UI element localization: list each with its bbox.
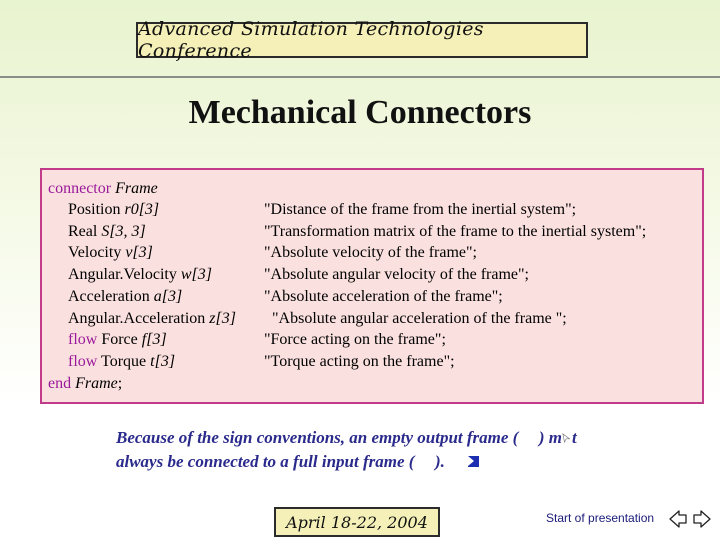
note-text: Because of the sign conventions, an empty output frame ( <box>116 428 519 447</box>
code-keyword: end <box>48 375 72 392</box>
code-terminator: ; <box>117 375 123 392</box>
code-var: v[3] <box>125 244 153 261</box>
code-line <box>68 330 167 351</box>
code-comment: "Transformation matrix of the frame to the inertial system"; <box>264 223 647 240</box>
code-type: Angular.Velocity <box>68 266 177 283</box>
code-type: Angular.Acceleration <box>68 310 206 327</box>
code-var: z[3] <box>209 310 236 327</box>
code-line <box>68 309 236 330</box>
code-comment: "Absolute angular acceleration of the frame "; <box>272 310 567 327</box>
note-text: ) m <box>538 428 562 447</box>
cursor-arrow-icon <box>562 432 572 444</box>
date-banner <box>274 507 440 537</box>
right-arrow-icon[interactable] <box>692 508 712 530</box>
code-comment: "Absolute acceleration of the frame"; <box>264 288 503 305</box>
header-divider <box>0 76 720 78</box>
blue-marker-icon <box>467 454 481 468</box>
code-keyword: connector <box>48 180 112 197</box>
code-type: Velocity <box>68 244 122 261</box>
note-text: ). <box>434 452 445 471</box>
code-var: r0[3] <box>124 201 160 218</box>
code-var: f[3] <box>141 331 167 348</box>
code-type: Real <box>68 223 98 240</box>
code-line <box>68 200 159 221</box>
code-type: Acceleration <box>68 288 150 305</box>
note-line-2 <box>116 450 676 474</box>
slide-title: Mechanical Connectors <box>188 94 532 131</box>
code-var: t[3] <box>150 353 176 370</box>
code-flow-keyword: flow <box>68 331 98 348</box>
code-type: Force <box>101 331 138 348</box>
code-line <box>68 265 212 286</box>
note-text: t <box>571 428 577 447</box>
code-comment: "Absolute velocity of the frame"; <box>264 244 477 261</box>
code-name: Frame <box>75 375 118 392</box>
code-comment: "Absolute angular velocity of the frame"; <box>264 266 529 283</box>
code-comment: "Force acting on the frame"; <box>264 331 446 348</box>
code-line <box>68 222 146 243</box>
code-flow-keyword: flow <box>68 353 98 370</box>
conference-title: Advanced Simulation Technologies Conference <box>138 18 484 62</box>
code-var: a[3] <box>153 288 183 305</box>
code-line <box>68 243 153 264</box>
conference-banner <box>136 18 588 62</box>
code-listing <box>40 168 704 404</box>
code-type: Torque <box>101 353 147 370</box>
left-arrow-icon[interactable] <box>668 508 688 530</box>
code-line <box>68 287 182 308</box>
empty-frame-icon <box>523 432 535 444</box>
code-comment: "Distance of the frame from the inertial system"; <box>264 201 577 218</box>
note-line-1 <box>116 426 676 450</box>
code-type: Position <box>68 201 121 218</box>
code-line <box>48 179 158 200</box>
start-of-presentation-link[interactable]: Start of presentation <box>546 511 655 525</box>
code-comment: "Torque acting on the frame"; <box>264 353 455 370</box>
code-name: Frame <box>115 180 158 197</box>
code-line <box>68 352 175 373</box>
sign-convention-note <box>116 426 676 474</box>
code-var: S[3, 3] <box>101 223 146 240</box>
code-line <box>48 374 122 395</box>
note-text: always be connected to a full input frame ( <box>116 452 415 471</box>
code-var: w[3] <box>180 266 212 283</box>
filled-frame-icon <box>419 456 431 468</box>
conference-date: April 18-22, 2004 <box>286 512 428 532</box>
